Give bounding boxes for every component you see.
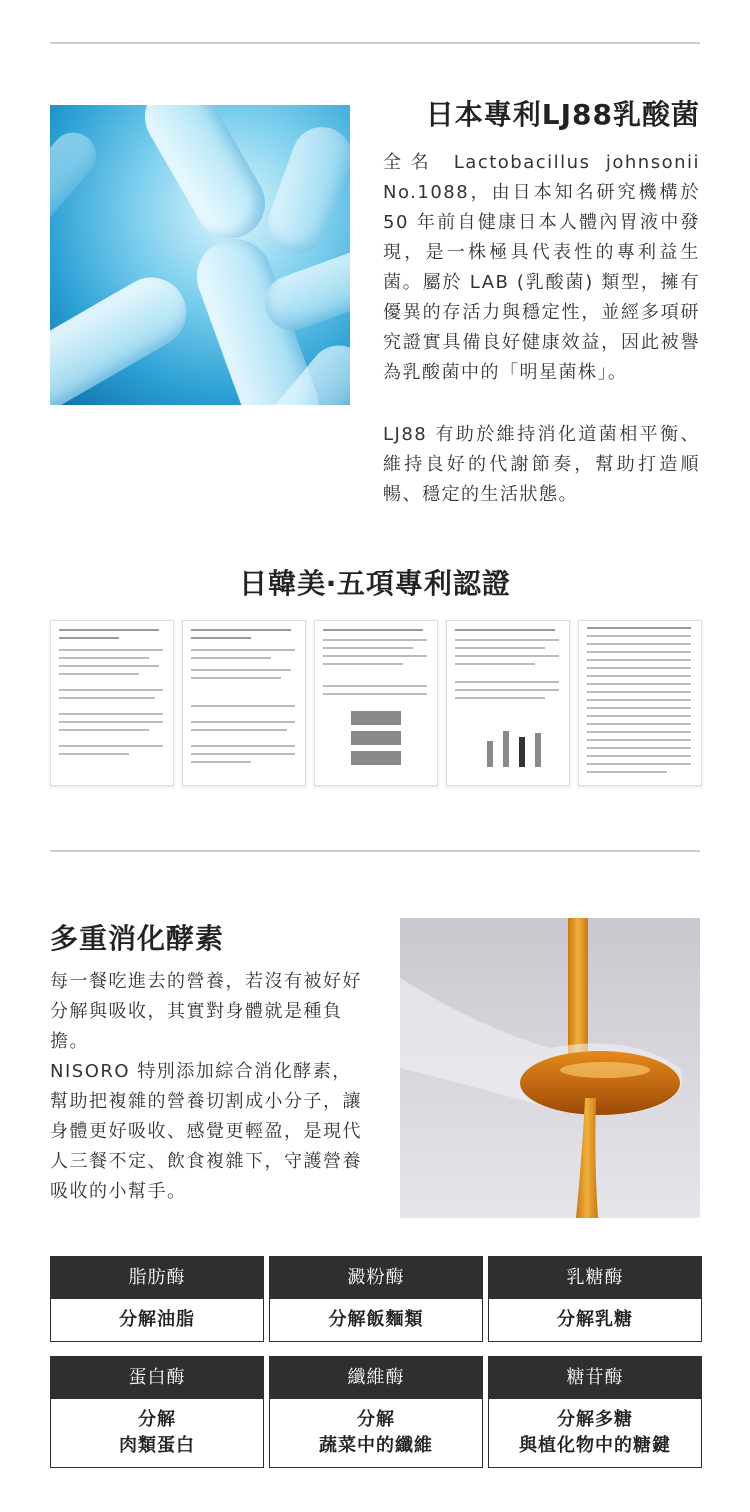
middle-divider: [50, 850, 700, 852]
enzyme-name: 脂肪酶: [51, 1257, 263, 1299]
patent-doc-japan-1: [50, 620, 174, 786]
patent-doc-usa: [578, 620, 702, 786]
patent-documents: [50, 620, 700, 785]
patent-doc-korea-1: [314, 620, 438, 786]
lj88-title: 日本專利LJ88乳酸菌: [425, 98, 700, 131]
patent-doc-korea-2: [446, 620, 570, 786]
enzyme-name: 蛋白酶: [51, 1357, 263, 1399]
lj88-benefits: LJ88 有助於維持消化道菌相平衡、維持良好的代謝節奏，幫助打造順暢、穩定的生活狀態。: [383, 424, 700, 505]
enzyme-card-cellulase: [269, 1356, 483, 1468]
patent-doc-japan-2: [182, 620, 306, 786]
honey-dipper-image: [400, 918, 700, 1218]
enzyme-function: 分解 蔬菜中的纖維: [319, 1409, 433, 1456]
enzyme-function: 分解乳糖: [557, 1309, 633, 1330]
enzyme-name: 纖維酶: [270, 1357, 482, 1399]
enzyme-name: 糖苷酶: [489, 1357, 701, 1399]
enzyme-function: 分解多糖 與植化物中的糖鍵: [519, 1409, 671, 1456]
enzyme-description: 每一餐吃進去的營養，若沒有被好好分解與吸收，其實對身體就是種負擔。 NISORO 特別添加綜合消化酵素，幫助把複雜的營養切割成小分子，讓身體更好吸收、感覺更輕盈，是現代人三餐不定、飲食複雜下，守護營養吸收的小幫手。: [50, 971, 362, 1202]
enzyme-function: 分解飯麵類: [328, 1309, 424, 1330]
enzyme-function: 分解油脂: [119, 1309, 195, 1330]
enzyme-card-protease: [50, 1356, 264, 1468]
enzyme-name: 澱粉酶: [270, 1257, 482, 1299]
enzyme-function: 分解 肉類蛋白: [119, 1409, 195, 1456]
enzyme-card-lipase: [50, 1256, 264, 1342]
enzyme-card-amylase: [269, 1256, 483, 1342]
honey-illustration: [400, 918, 700, 1218]
lj88-description: 全名 Lactobacillus johnsonii No.1088，由日本知名研究機構於 50 年前自健康日本人體內胃液中發現，是一株極具代表性的專利益生菌。屬於 LAB (乳酸菌) 類型，擁有優異的存活力與穩定性，並經多項研究證實具備良好健康效益，因此被譽為乳酸菌中的「明星菌株」。: [383, 152, 700, 383]
bacteria-image: [50, 105, 350, 405]
top-divider: [50, 42, 700, 44]
enzyme-title: 多重消化酵素: [50, 922, 225, 955]
patent-title: 日韓美‧五項專利認證: [239, 567, 511, 600]
enzyme-name: 乳糖酶: [489, 1257, 701, 1299]
enzyme-card-lactase: [488, 1256, 702, 1342]
enzyme-card-glycosidase: [488, 1356, 702, 1468]
